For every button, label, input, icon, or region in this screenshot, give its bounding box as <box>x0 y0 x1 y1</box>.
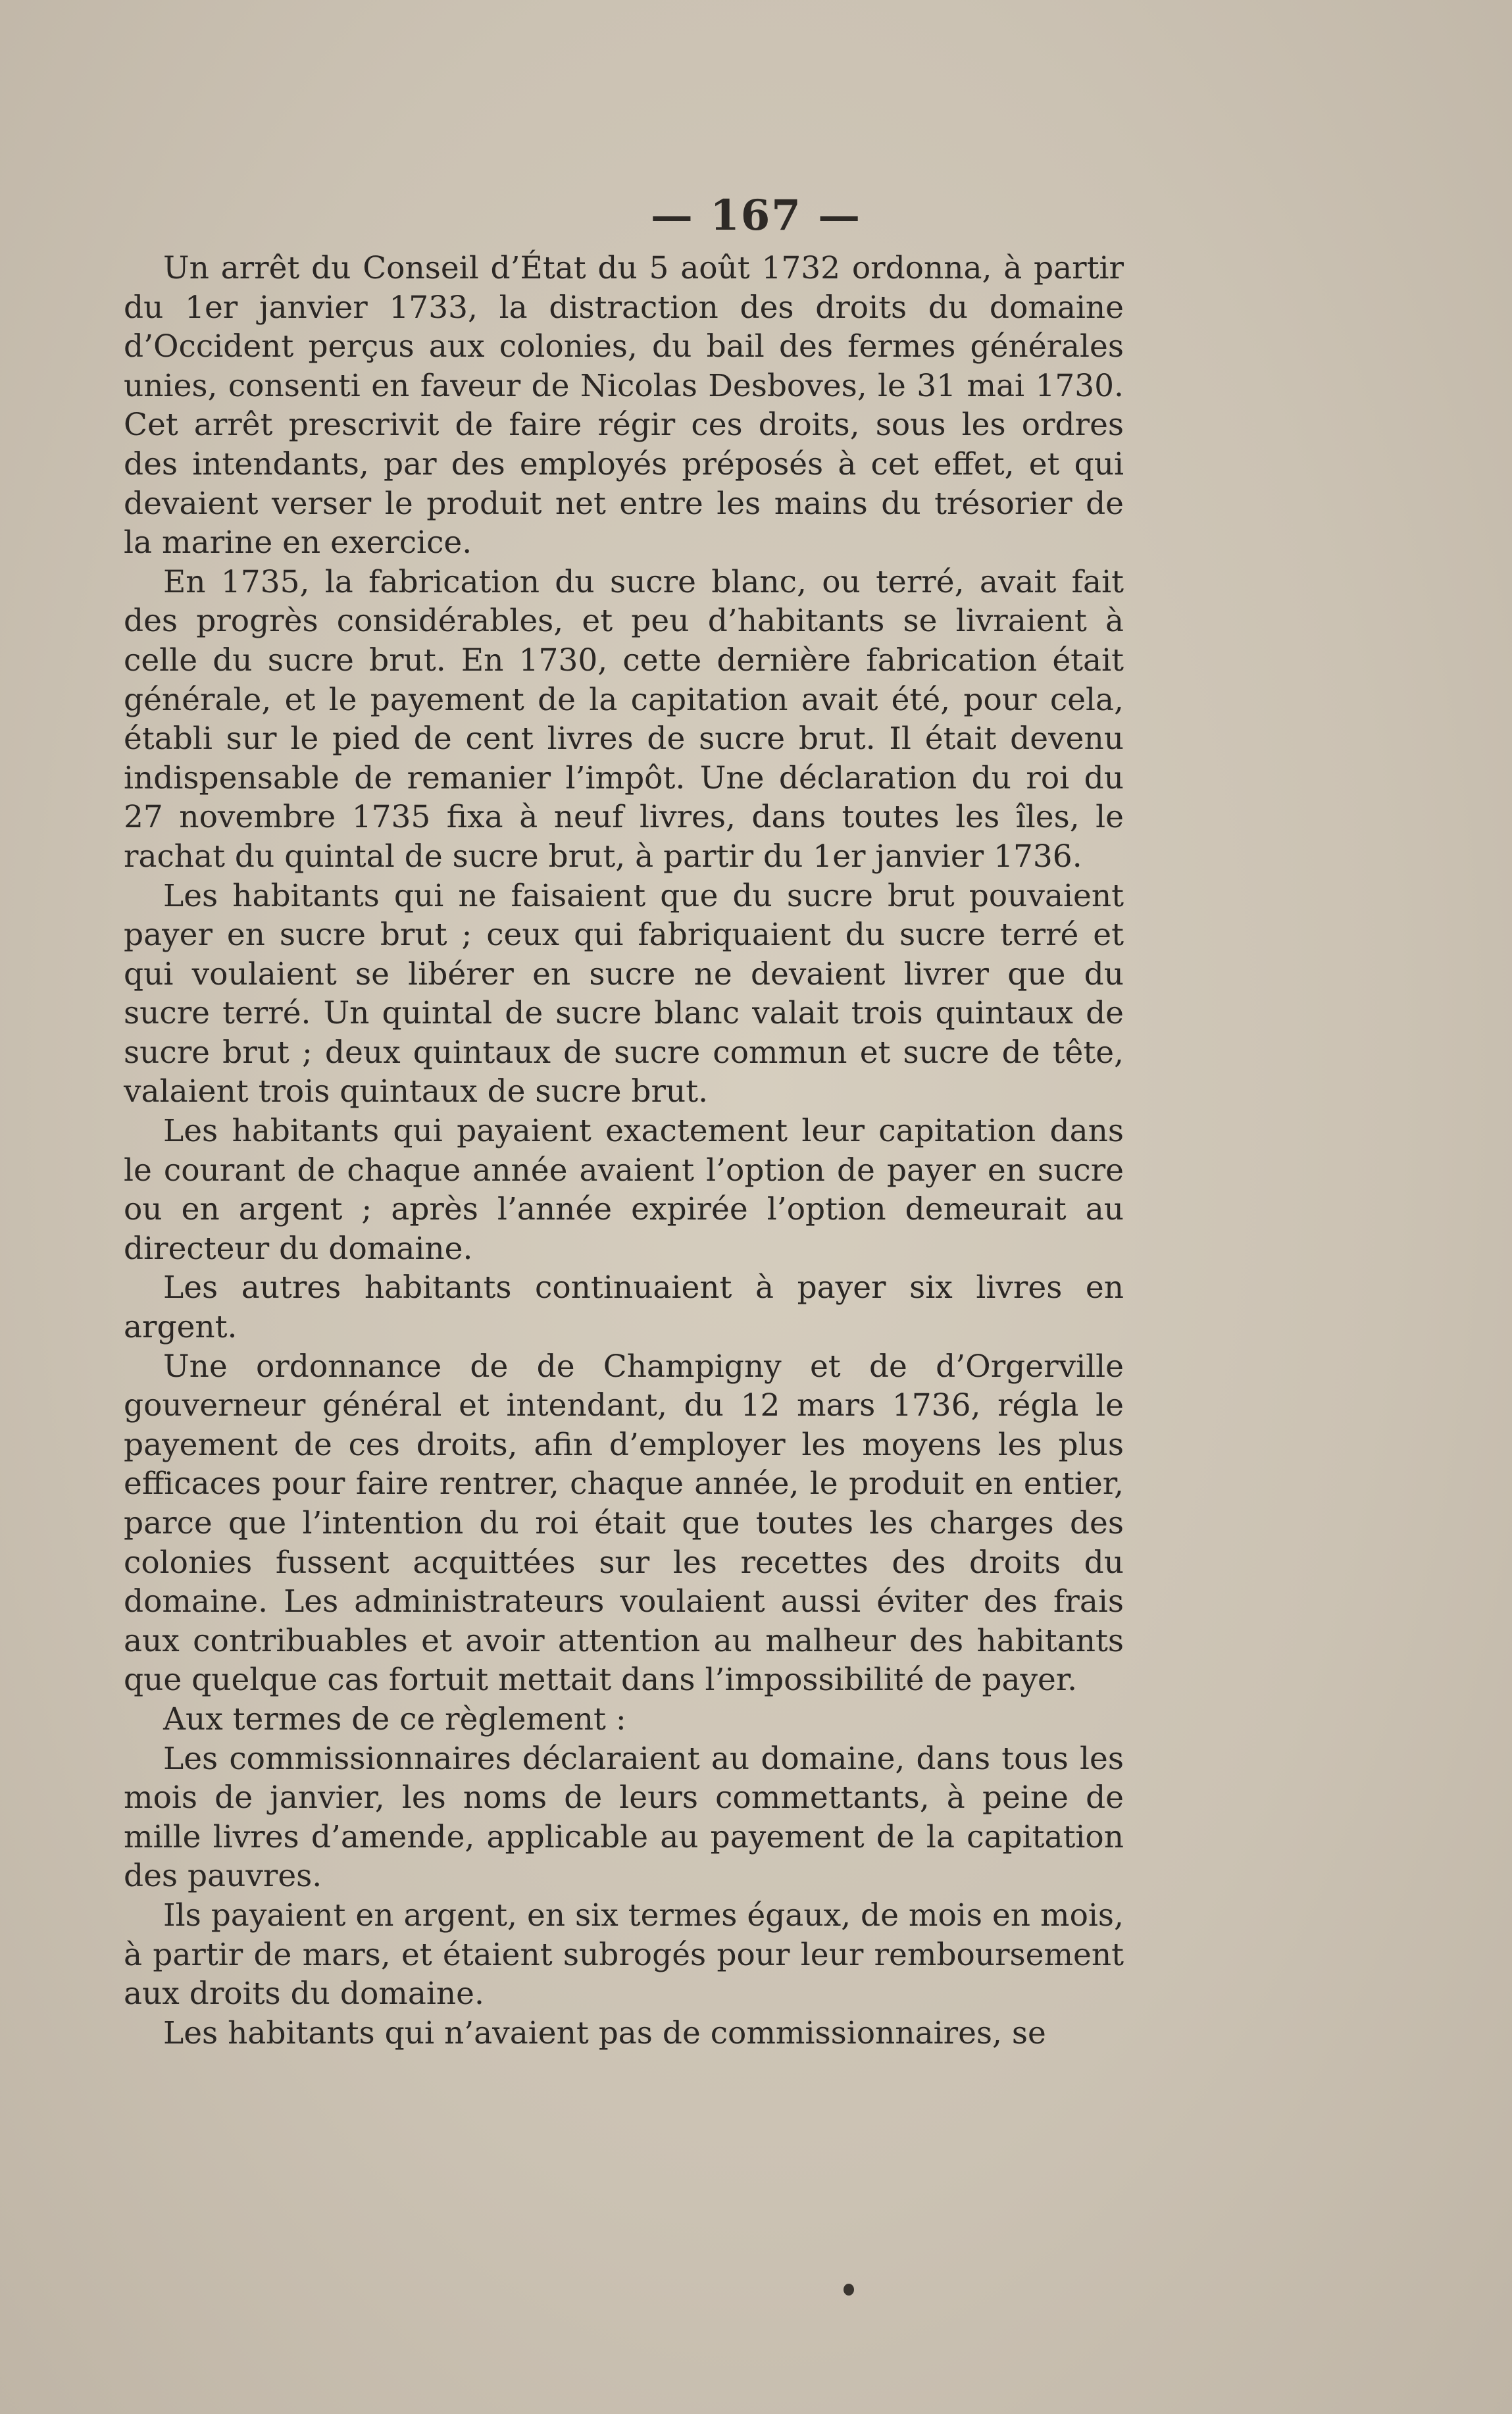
paragraph: Un arrêt du Conseil d’État du 5 août 1732 ordonna, à partir du 1er janvier 1733, la distraction des droits du domaine d’Occident perçus aux colonies, du bail des fermes générales unies, consenti en faveur de Nicolas Desboves, le 31 mai 1730. Cet arrêt prescrivit de faire régir ces droits, sous les ordres des intendants, par des employés préposés à cet effet, et qui devaient verser le produit net entre les mains du trésorier de la marine en exercice. <box>124 250 1124 561</box>
ink-dot <box>844 2284 854 2296</box>
paragraph: Une ordonnance de de Champigny et de d’Orgerville gouverneur général et intendant, du 12 mars 1736, régla le payement de ces droits, afin d’employer les moyens les plus efficaces pour faire rentrer, chaque année, le produit en entier, parce que l’intention du roi était que toutes les charges des colonies fussent acquittées sur les recettes des droits du domaine. Les administrateurs voulaient aussi éviter des frais aux contribuables et avoir attention au malheur des habitants que quelque cas fortuit mettait dans l’impossibilité de payer. <box>124 1348 1124 1699</box>
paragraph: Les commissionnaires déclaraient au domaine, dans tous les mois de janvier, les noms de leurs commettants, à peine de mille livres d’amende, applicable au payement de la capitation des pauvres. <box>124 1740 1124 1895</box>
paragraph: Les habitants qui payaient exactement leur capitation dans le courant de chaque année avaient l’option de payer en sucre ou en argent ; après l’année expirée l’option demeurait au directeur du domaine. <box>124 1113 1124 1267</box>
paragraph: Les habitants qui n’avaient pas de commissionnaires, se <box>163 2015 1046 2051</box>
paragraph: Les habitants qui ne faisaient que du sucre brut pouvaient payer en sucre brut ; ceux qui fabriquaient du sucre terré et qui voulaient se libérer en sucre ne devaient livrer que du sucre terré. Un quintal de sucre blanc valait trois quintaux de sucre brut ; deux quintaux de sucre commun et sucre de tête, valaient trois quintaux de sucre brut. <box>124 877 1124 1110</box>
paragraph: Ils payaient en argent, en six termes égaux, de mois en mois, à partir de mars, et étaient subrogés pour leur remboursement aux droits du domaine. <box>124 1897 1124 2013</box>
paragraph: En 1735, la fabrication du sucre blanc, ou terré, avait fait des progrès considérables, et peu d’habitants se livraient à celle du sucre brut. En 1730, cette dernière fabrication était générale, et le payement de la capitation avait été, pour cela, établi sur le pied de cent livres de sucre brut. Il était devenu indispensable de remanier l’impôt. Une déclaration du roi du 27 novembre 1735 fixa à neuf livres, dans toutes les îles, le rachat du quintal de sucre brut, à partir du 1er janvier 1736. <box>124 563 1124 875</box>
paragraph: Aux termes de ce règlement : <box>163 1701 626 1737</box>
body-text <box>124 249 1124 2053</box>
paragraph: Les autres habitants continuaient à payer six livres en argent. <box>124 1270 1124 1346</box>
page-number: — 167 — <box>650 191 862 240</box>
